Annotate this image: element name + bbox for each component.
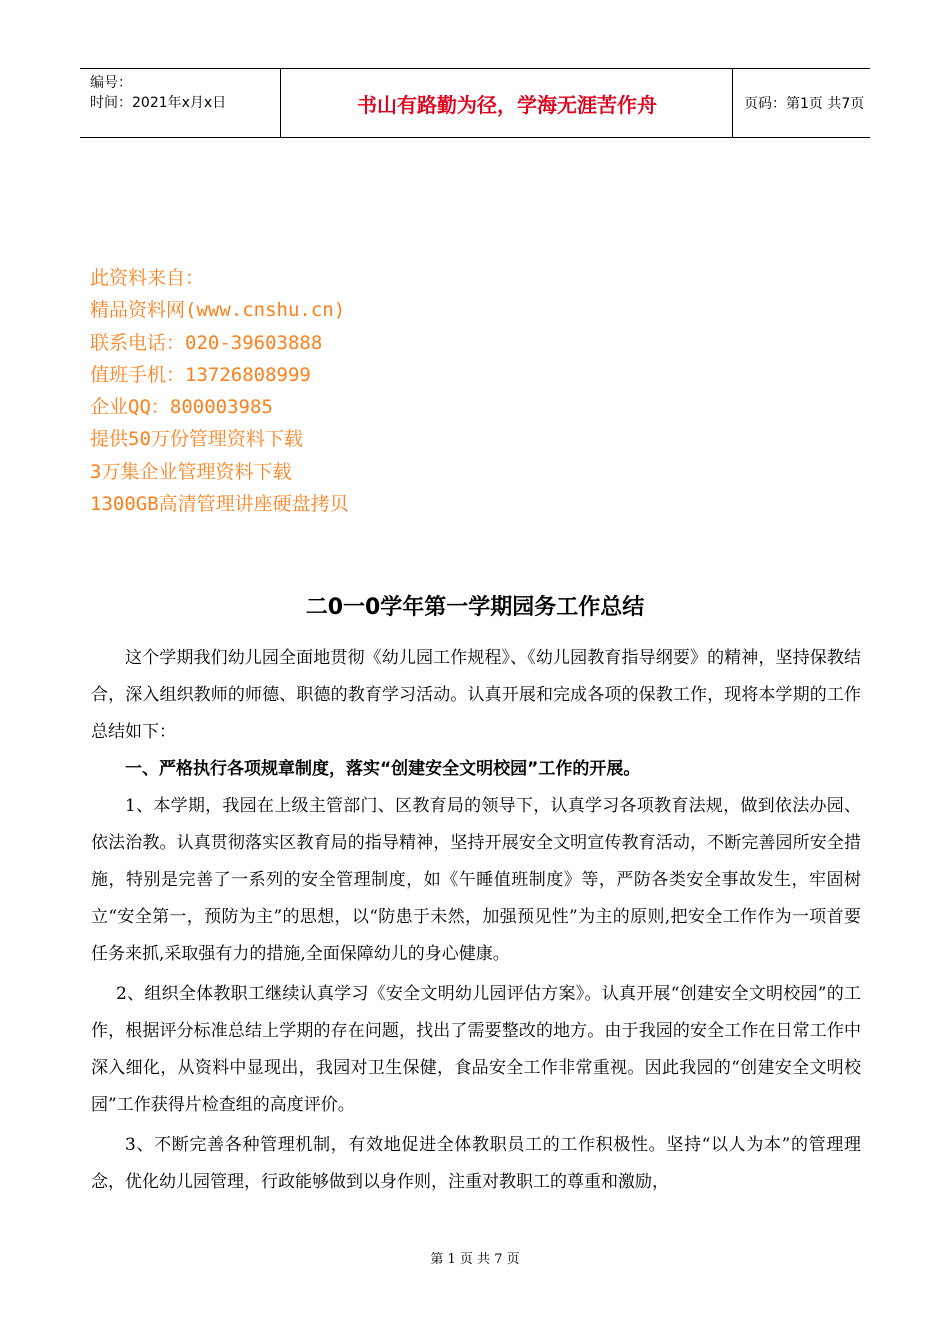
source-line: 值班手机：13726808999 xyxy=(90,363,311,386)
source-line: 精品资料网(www.cnshu.cn) xyxy=(90,299,346,322)
page-footer: 第 1 页 共 7 页 xyxy=(430,1252,520,1267)
source-line: 企业QQ：800003985 xyxy=(90,396,273,419)
source-line: 此资料来自： xyxy=(90,267,205,289)
paragraph-item-1: 1、本学期，我园在上级主管部门、区教育局的领导下，认真学习各项教育法规，做到依法办园、依法治教。认真贯彻落实区教育局的指导精神，坚持开展安全文明宣传教育活动，不断完善园所安全措施，特别是完善了一系列的安全管理制度，如《午睡值班制度》等，严防各类安全事故发生，牢固树立“安全第一，预防为主”的思想，以“防患于未然，加强预见性”为主的原则,把安全工作作为一项首要任务来抓,采取强有力的措施,全面保障幼儿的身心健康。 xyxy=(91,796,861,964)
header-table xyxy=(80,68,870,138)
number-label: 编号： xyxy=(90,75,132,91)
source-line: 1300GB高清管理讲座硬盘拷贝 xyxy=(90,493,349,516)
source-line: 联系电话：020-39603888 xyxy=(90,331,323,354)
header-motto: 书山有路勤为径，学海无涯苦作舟 xyxy=(282,69,733,137)
intro-paragraph: 这个学期我们幼儿园全面地贯彻《幼儿园工作规程》、《幼儿园教育指导纲要》的精神，坚持保教结合，深入组织教师的师德、职德的教育学习活动。认真开展和完成各项的保教工作，现将本学期的工作总结如下： xyxy=(91,648,861,742)
header-meta-cell xyxy=(80,69,281,137)
paragraph-item-3: 3、不断完善各种管理机制，有效地促进全体教职员工的工作积极性。坚持“以人为本”的管理理念，优化幼儿园管理，行政能够做到以身作则，注重对教职工的尊重和激励， xyxy=(91,1135,861,1192)
header-page-info: 页码：第1页 共7页 xyxy=(744,96,865,112)
document-title: 二0一0学年第一学期园务工作总结 xyxy=(305,595,645,620)
section-heading: 一、严格执行各项规章制度，落实“创建安全文明校园”工作的开展。 xyxy=(125,759,641,779)
source-info-block xyxy=(90,262,349,520)
time-label: 时间：2021年x月x日 xyxy=(90,95,227,111)
source-line: 3万集企业管理资料下载 xyxy=(90,460,292,483)
source-line: 提供50万份管理资料下载 xyxy=(90,428,303,451)
paragraph-item-2: 2、组织全体教职工继续认真学习《安全文明幼儿园评估方案》。认真开展“创建安全文明校园”的工作，根据评分标准总结上学期的存在问题，找出了需要整改的地方。由于我园的安全工作在日常工作中深入细化，从资料中显现出，我园对卫生保健，食品安全工作非常重视。因此我园的“创建安全文明校园”工作获得片检查组的高度评价。 xyxy=(91,984,861,1115)
document-body xyxy=(91,640,861,1201)
